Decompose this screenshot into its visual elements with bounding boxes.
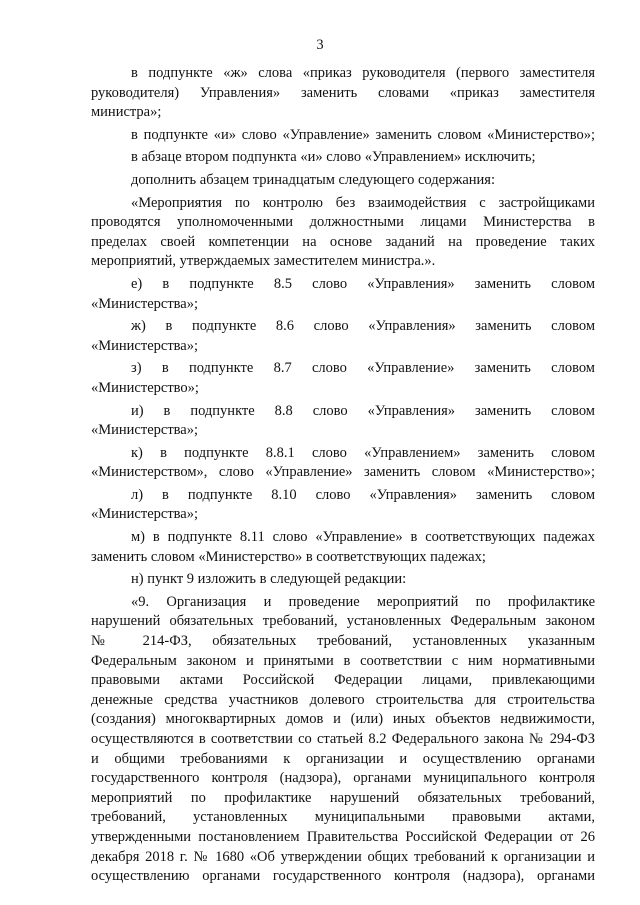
document-body — [91, 64, 595, 887]
text-line: проводятся уполномоченными должностными лицами Министерства в — [91, 214, 595, 231]
text-line: в подпункте «и» слово «Управление» заменить словом «Министерство»; — [131, 126, 595, 143]
text-line: дополнить абзацем тринадцатым следующего содержания: — [131, 171, 495, 188]
text-line: е) в подпункте 8.5 слово «Управления» заменить словом — [131, 275, 595, 292]
text-line: министра»; — [91, 104, 162, 121]
text-line: «Министерство»; — [91, 379, 199, 396]
paragraph — [91, 275, 595, 314]
text-line: № 214-ФЗ, обязательных требований, установленных указанным — [91, 633, 595, 650]
paragraph — [91, 126, 595, 146]
text-line: Федеральным законом и принятыми в соответствии с ним нормативными — [91, 652, 595, 669]
paragraph — [91, 402, 595, 441]
paragraph — [91, 570, 595, 590]
text-line: в абзаце втором подпункта «и» слово «Управлением» исключить; — [131, 149, 536, 166]
text-line: ж) в подпункте 8.6 слово «Управления» заменить словом — [131, 318, 595, 335]
paragraph — [91, 64, 595, 123]
text-line: и общими требованиями к организации и осуществлению органами — [91, 750, 595, 767]
text-line: мероприятий, утверждаемых заместителем министра.». — [91, 253, 436, 270]
text-line: к) в подпункте 8.8.1 слово «Управлением» заменить словом — [131, 444, 595, 461]
text-line: декабря 2018 г. № 1680 «Об утверждении общих требований к организации и — [91, 848, 595, 865]
paragraph — [91, 593, 595, 887]
paragraph — [91, 359, 595, 398]
text-line: «Министерства»; — [91, 506, 199, 523]
paragraph — [91, 486, 595, 525]
text-line: «Министерством», слово «Управление» заменить словом «Министерство»; — [91, 464, 595, 481]
text-line: требований, установленных муниципальными правовыми актами, — [91, 809, 595, 826]
text-line: «Министерства»; — [91, 337, 199, 354]
paragraph — [91, 317, 595, 356]
text-line: (создания) многоквартирных домов и (или) иных объектов недвижимости, — [91, 711, 595, 728]
text-line: утвержденными постановлением Правительства Российской Федерации от 26 — [91, 828, 595, 845]
text-line: «Министерства»; — [91, 422, 199, 439]
paragraph — [91, 528, 595, 567]
text-line: н) пункт 9 изложить в следующей редакции: — [131, 571, 407, 588]
paragraph — [91, 444, 595, 483]
text-line: л) в подпункте 8.10 слово «Управления» заменить словом — [131, 486, 595, 503]
text-line: «Мероприятия по контролю без взаимодействия с застройщиками — [131, 194, 595, 211]
text-line: з) в подпункте 8.7 слово «Управление» заменить словом — [131, 360, 595, 377]
paragraph — [91, 171, 595, 191]
text-line: заменить словом «Министерство» в соответствующих падежах; — [91, 548, 486, 565]
paragraph — [91, 148, 595, 168]
text-line: пределах своей компетенции на основе заданий на проведение таких — [91, 233, 595, 250]
text-line: в подпункте «ж» слова «приказ руководителя (первого заместителя — [131, 65, 595, 81]
text-line: мероприятий по профилактике нарушений обязательных требований, — [91, 789, 595, 806]
text-line: нарушений обязательных требований, установленных Федеральным законом — [91, 613, 595, 630]
text-line: осуществлению органами государственного контроля (надзора), органами — [91, 868, 595, 885]
text-line: руководителя) Управления» заменить словами «приказ заместителя — [91, 84, 595, 101]
paragraph — [91, 194, 595, 272]
page-number: 3 — [316, 37, 324, 53]
text-line: осуществляются в соответствии со статьей 8.2 Федерального закона № 294-ФЗ — [91, 731, 595, 747]
text-line: правовыми актами Российской Федерации лицами, привлекающими — [91, 672, 595, 689]
text-line: денежные средства участников долевого строительства для строительства — [91, 691, 595, 708]
text-line: м) в подпункте 8.11 слово «Управление» в соответствующих падежах — [131, 529, 595, 546]
text-line: «9. Организация и проведение мероприятий по профилактике — [131, 593, 595, 610]
text-line: государственного контроля (надзора), органами муниципального контроля — [91, 770, 595, 787]
text-line: и) в подпункте 8.8 слово «Управления» заменить словом — [131, 402, 595, 419]
text-line: «Министерства»; — [91, 295, 199, 312]
